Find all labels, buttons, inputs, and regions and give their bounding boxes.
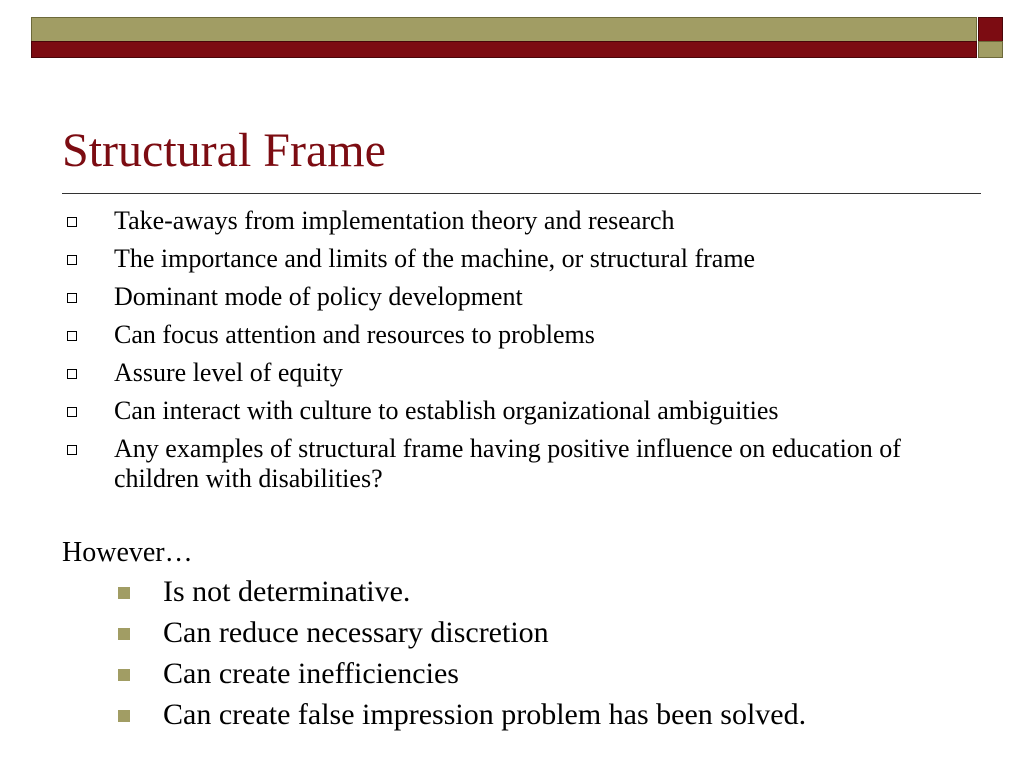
filled-square-icon	[118, 628, 130, 640]
sub-bullet-text: Is not determinative.	[163, 575, 411, 608]
header-band-olive	[31, 17, 977, 42]
bullet-text: Can interact with culture to establish organizational ambiguities	[114, 396, 779, 425]
hollow-square-icon	[67, 331, 77, 341]
header-band-maroon	[31, 41, 977, 58]
however-label: However…	[62, 537, 193, 568]
bullet-text: Take-aways from implementation theory and research	[114, 206, 675, 235]
bullet-text: Assure level of equity	[114, 358, 343, 387]
header-square-maroon	[978, 17, 1003, 42]
slide-title: Structural Frame	[62, 124, 386, 177]
hollow-square-icon	[67, 407, 77, 417]
main-bullet-list	[62, 206, 962, 502]
list-item	[62, 320, 962, 350]
hollow-square-icon	[67, 255, 77, 265]
list-item	[62, 244, 962, 274]
sub-bullet-text: Can create inefficiencies	[163, 657, 459, 690]
sub-bullet-text: Can reduce necessary discretion	[163, 616, 549, 649]
filled-square-icon	[118, 587, 130, 599]
title-divider	[62, 193, 981, 194]
list-item	[62, 434, 962, 494]
sub-bullet-text: Can create false impression problem has been solved.	[163, 698, 807, 731]
filled-square-icon	[118, 710, 130, 722]
list-item	[62, 206, 962, 236]
bullet-text: The importance and limits of the machine, or structural frame	[114, 244, 756, 273]
bullet-text: Can focus attention and resources to problems	[114, 320, 595, 349]
bullet-text: Dominant mode of policy development	[114, 282, 523, 311]
hollow-square-icon	[67, 445, 77, 455]
hollow-square-icon	[67, 369, 77, 379]
list-item	[115, 656, 995, 692]
list-item	[62, 358, 962, 388]
list-item	[115, 574, 995, 610]
list-item	[62, 396, 962, 426]
hollow-square-icon	[67, 217, 77, 227]
list-item	[62, 282, 962, 312]
hollow-square-icon	[67, 293, 77, 303]
bullet-text: Any examples of structural frame having positive influence on education of children with disabilities?	[114, 434, 901, 493]
header-square-olive	[978, 41, 1003, 58]
filled-square-icon	[118, 669, 130, 681]
list-item	[115, 697, 995, 733]
list-item	[115, 615, 995, 651]
sub-bullet-list	[115, 574, 995, 738]
